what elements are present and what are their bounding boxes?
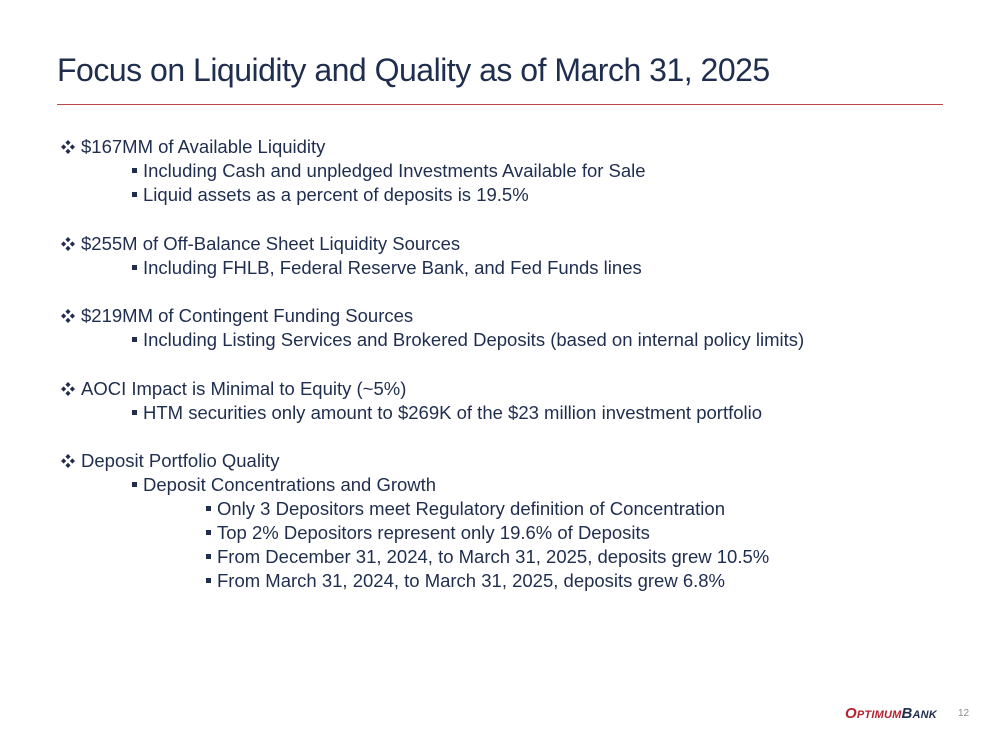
list-item-text: Deposit Concentrations and Growth	[143, 474, 437, 495]
logo-part: B	[901, 705, 913, 722]
logo-part: O	[845, 705, 857, 722]
square-bullet-icon	[206, 530, 211, 535]
logo-part: PTIMUM	[856, 709, 902, 721]
list-item-text: Including Cash and unpledged Investments Available for Sale	[143, 160, 646, 181]
spacer	[60, 207, 960, 232]
list-item	[60, 256, 960, 280]
square-bullet-icon	[132, 337, 137, 342]
section-heading-text: $219MM of Contingent Funding Sources	[81, 305, 414, 326]
section-heading-text: $255M of Off-Balance Sheet Liquidity Sources	[81, 232, 461, 254]
page-number: 12	[958, 708, 970, 719]
list-item	[60, 328, 960, 352]
spacer	[60, 352, 960, 377]
sub-list-item-text: From December 31, 2024, to March 31, 2025, deposits grew 10.5%	[217, 546, 770, 567]
square-bullet-icon	[206, 578, 211, 583]
diamond-bullet-icon	[60, 236, 76, 252]
sub-list-item-text: Top 2% Depositors represent only 19.6% of Deposits	[217, 522, 650, 543]
square-bullet-icon	[206, 506, 211, 511]
square-bullet-icon	[132, 482, 137, 487]
square-bullet-icon	[132, 192, 137, 197]
list-item-text: Including FHLB, Federal Reserve Bank, and Fed Funds lines	[143, 256, 642, 278]
list-item-text: Including Listing Services and Brokered Deposits (based on internal policy limits)	[143, 329, 805, 350]
sub-list-item-text: Only 3 Depositors meet Regulatory definition of Concentration	[217, 498, 725, 519]
section-heading	[60, 304, 960, 328]
sub-list-item	[60, 497, 960, 521]
section-heading	[60, 449, 960, 473]
slide-title: Focus on Liquidity and Quality as of March 31, 2025	[57, 52, 770, 88]
bullet-content	[60, 135, 960, 593]
list-item	[60, 473, 960, 497]
section-heading	[60, 377, 960, 401]
square-bullet-icon	[132, 265, 137, 270]
square-bullet-icon	[206, 554, 211, 559]
list-item	[60, 401, 960, 425]
diamond-bullet-icon	[60, 308, 76, 324]
section-heading-text: AOCI Impact is Minimal to Equity (~5%)	[81, 377, 407, 399]
section-heading-text: $167MM of Available Liquidity	[81, 136, 326, 157]
section-heading	[60, 135, 960, 159]
spacer	[60, 280, 960, 305]
list-item-text: HTM securities only amount to $269K of the $23 million investment portfolio	[143, 401, 763, 423]
list-item	[60, 183, 960, 207]
square-bullet-icon	[132, 410, 137, 415]
diamond-bullet-icon	[60, 453, 76, 469]
square-bullet-icon	[132, 168, 137, 173]
sub-list-item-text: From March 31, 2024, to March 31, 2025, deposits grew 6.8%	[217, 570, 725, 591]
optimumbank-logo	[845, 705, 937, 722]
sub-list-item	[60, 545, 960, 569]
sub-list-item	[60, 521, 960, 545]
spacer	[60, 425, 960, 450]
list-item	[60, 159, 960, 183]
title-divider	[57, 104, 943, 105]
section-heading-text: Deposit Portfolio Quality	[81, 450, 280, 471]
logo-part: ANK	[912, 709, 937, 721]
diamond-bullet-icon	[60, 381, 76, 397]
list-item-text: Liquid assets as a percent of deposits is 19.5%	[143, 184, 529, 205]
sub-list-item	[60, 569, 960, 593]
diamond-bullet-icon	[60, 139, 76, 155]
section-heading	[60, 232, 960, 256]
